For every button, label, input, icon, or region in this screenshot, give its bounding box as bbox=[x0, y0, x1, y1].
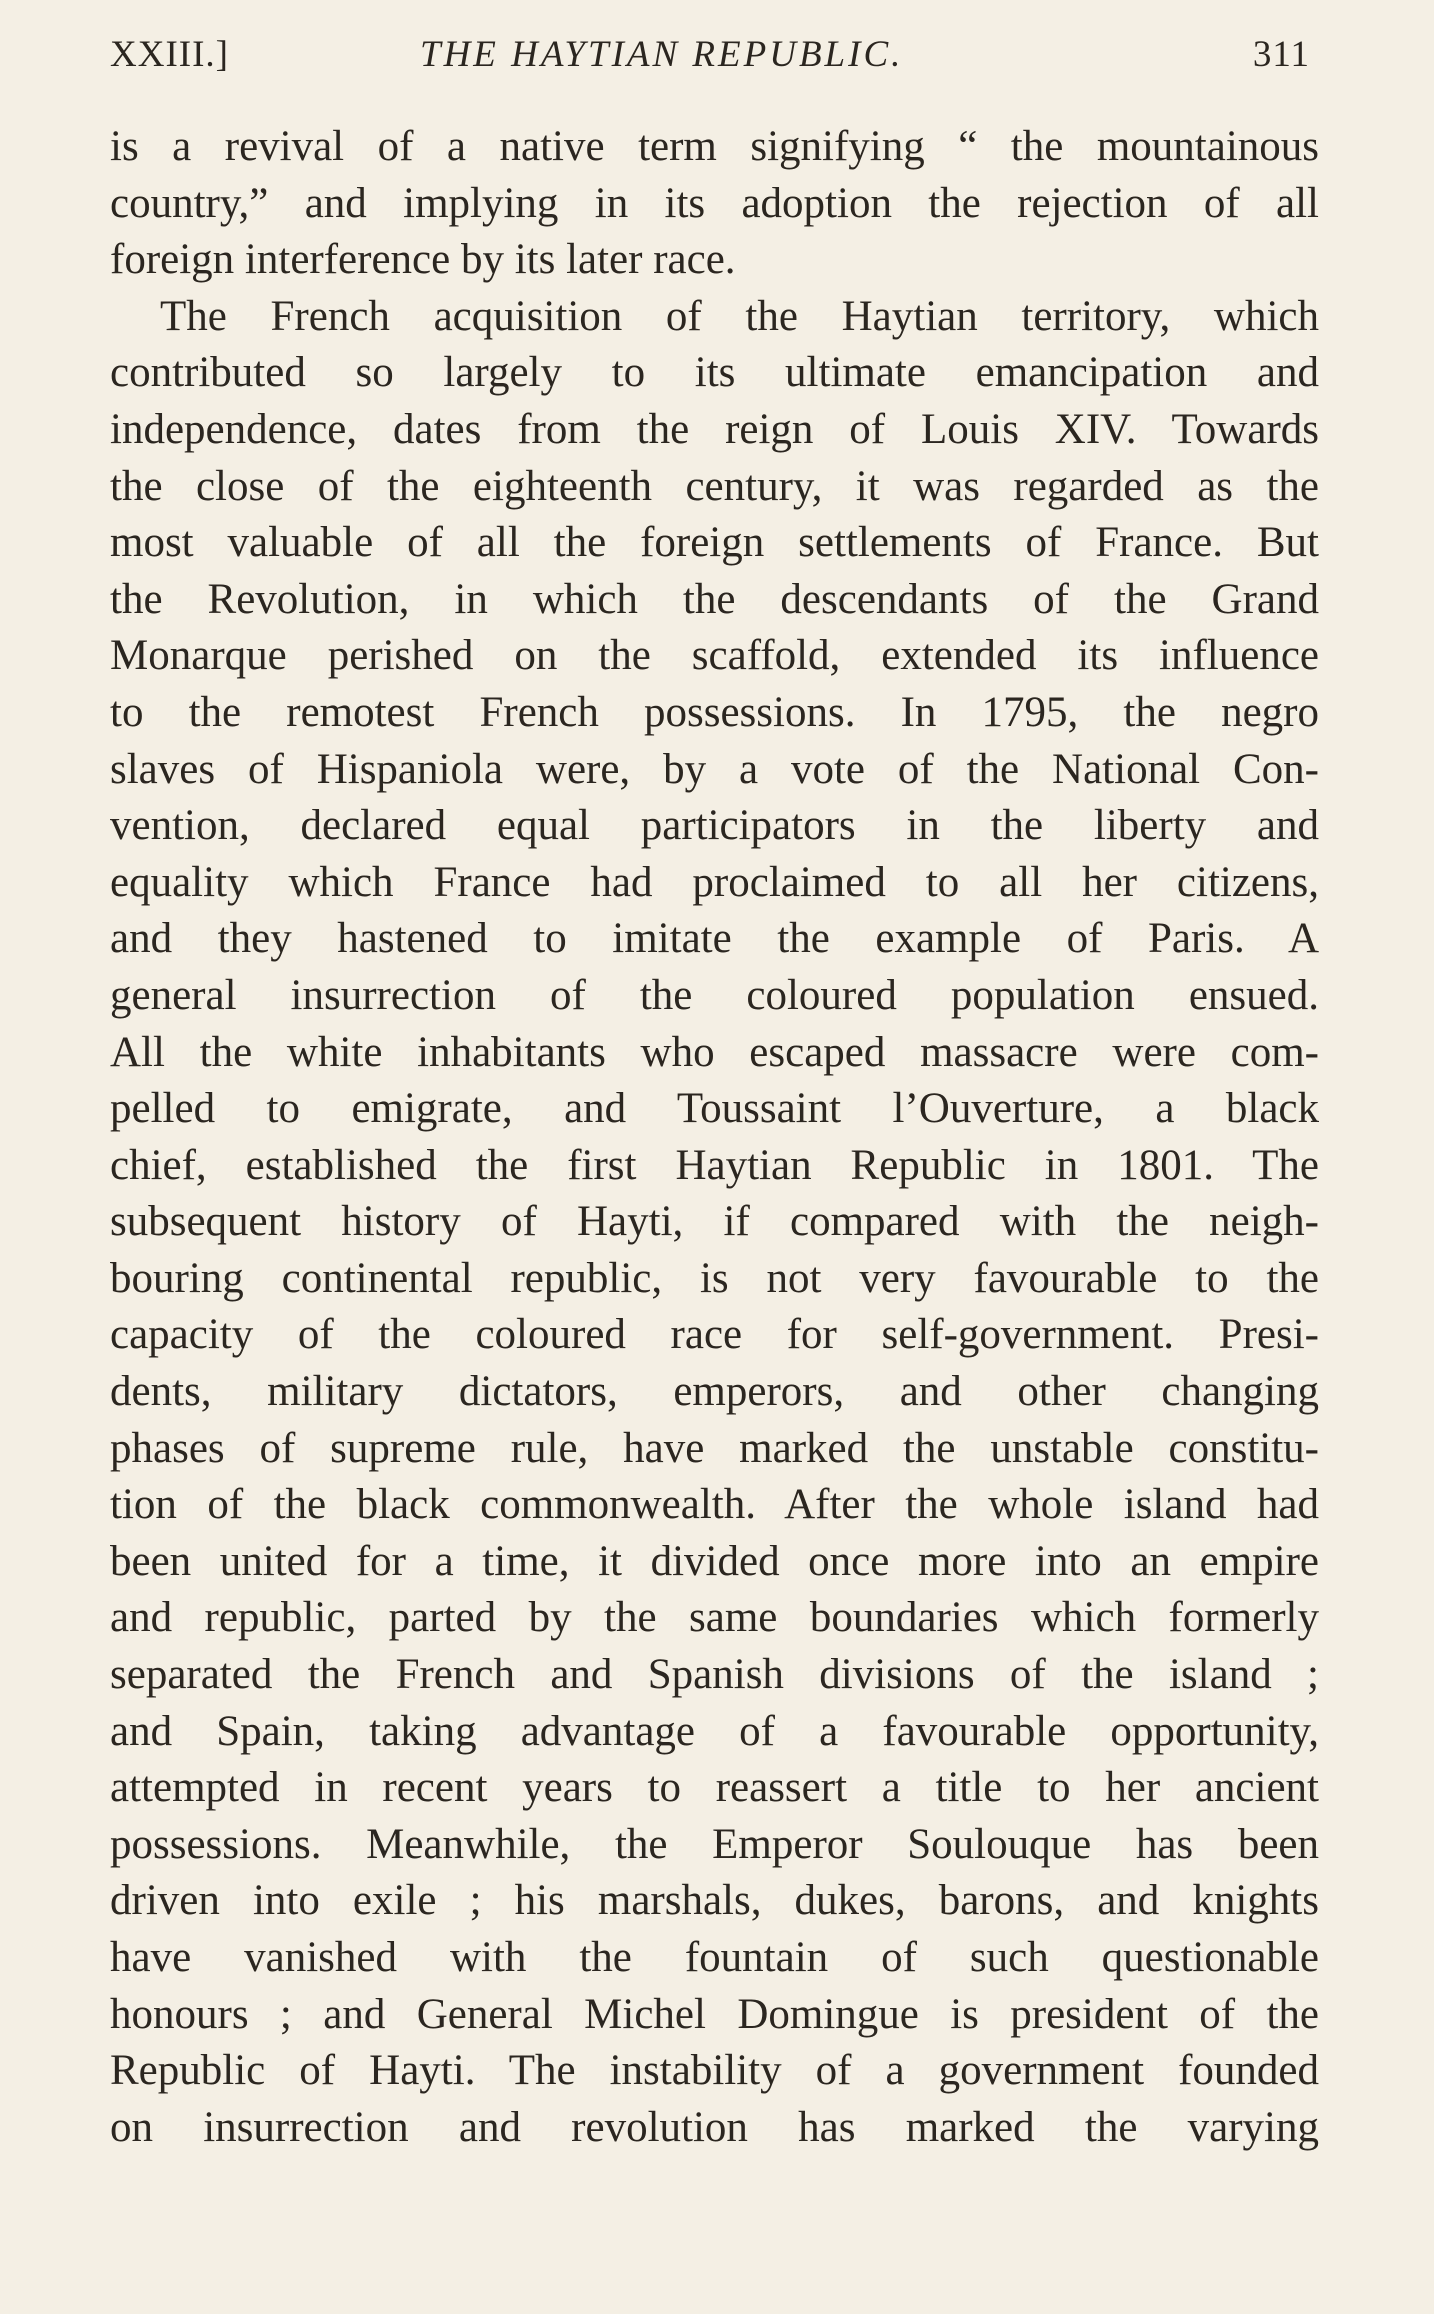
text-line: is a revival of a native term signifying “ the mountainous bbox=[110, 123, 1319, 170]
text-line: Monarque perished on the scaffold, extended its influence bbox=[110, 632, 1319, 680]
text-line: been united for a time, it divided once more into an empire bbox=[110, 1537, 1319, 1585]
chapter-signature: XXIII.] bbox=[110, 34, 229, 75]
running-header bbox=[110, 30, 1310, 80]
text-line: capacity of the coloured race for self-government. Presi- bbox=[110, 1311, 1319, 1359]
text-line: the close of the eighteenth century, it was regarded as the bbox=[110, 462, 1319, 510]
text-line: chief, established the first Haytian Republic in 1801. The bbox=[110, 1141, 1319, 1189]
text-line: vention, declared equal participators in the liberty and bbox=[110, 802, 1319, 850]
text-line: to the remotest French possessions. In 1795, the negro bbox=[110, 688, 1319, 736]
page-number: 311 bbox=[1252, 34, 1310, 75]
paragraph-start-line: The French acquisition of the Haytian territory, which bbox=[160, 292, 1319, 340]
text-line: tion of the black commonwealth. After the whole island had bbox=[110, 1481, 1319, 1529]
text-line: equality which France had proclaimed to all her citizens, bbox=[110, 858, 1319, 906]
text-line: driven into exile ; his marshals, dukes, barons, and knights bbox=[110, 1877, 1319, 1925]
text-line: slaves of Hispaniola were, by a vote of the National Con- bbox=[110, 745, 1319, 793]
text-line: subsequent history of Hayti, if compared with the neigh- bbox=[110, 1198, 1319, 1246]
text-line: separated the French and Spanish divisions of the island ; bbox=[110, 1651, 1319, 1699]
text-line: country,” and implying in its adoption the rejection of all bbox=[110, 179, 1319, 227]
text-line: most valuable of all the foreign settlements of France. But bbox=[110, 519, 1319, 567]
text-line: pelled to emigrate, and Toussaint l’Ouverture, a black bbox=[110, 1085, 1319, 1133]
text-line: bouring continental republic, is not very favourable to the bbox=[110, 1254, 1319, 1302]
text-line: on insurrection and revolution has marked the varying bbox=[110, 2103, 1319, 2151]
text-line: and republic, parted by the same boundaries which formerly bbox=[110, 1594, 1319, 1642]
text-line: honours ; and General Michel Domingue is president of the bbox=[110, 1990, 1319, 2038]
text-line: dents, military dictators, emperors, and other changing bbox=[110, 1368, 1319, 1416]
text-line: have vanished with the fountain of such questionable bbox=[110, 1934, 1319, 1981]
text-line: and they hastened to imitate the example of Paris. A bbox=[110, 915, 1319, 963]
text-line: contributed so largely to its ultimate emancipation and bbox=[110, 349, 1319, 397]
text-line: and Spain, taking advantage of a favourable opportunity, bbox=[110, 1707, 1319, 1755]
text-line: attempted in recent years to reassert a title to her ancient bbox=[110, 1764, 1319, 1812]
text-line: All the white inhabitants who escaped massacre were com- bbox=[110, 1028, 1319, 1076]
text-line: general insurrection of the coloured population ensued. bbox=[110, 971, 1319, 1019]
text-line: independence, dates from the reign of Louis XIV. Towards bbox=[110, 405, 1319, 453]
text-line: phases of supreme rule, have marked the unstable constitu- bbox=[110, 1424, 1319, 1472]
running-title: THE HAYTIAN REPUBLIC. bbox=[420, 34, 904, 75]
body-text bbox=[110, 119, 1319, 2156]
text-line: Republic of Hayti. The instability of a government founded bbox=[110, 2047, 1319, 2095]
text-line: foreign interference by its later race. bbox=[110, 236, 736, 284]
text-line: the Revolution, in which the descendants of the Grand bbox=[110, 575, 1319, 623]
text-line: possessions. Meanwhile, the Emperor Soulouque has been bbox=[110, 1820, 1319, 1868]
